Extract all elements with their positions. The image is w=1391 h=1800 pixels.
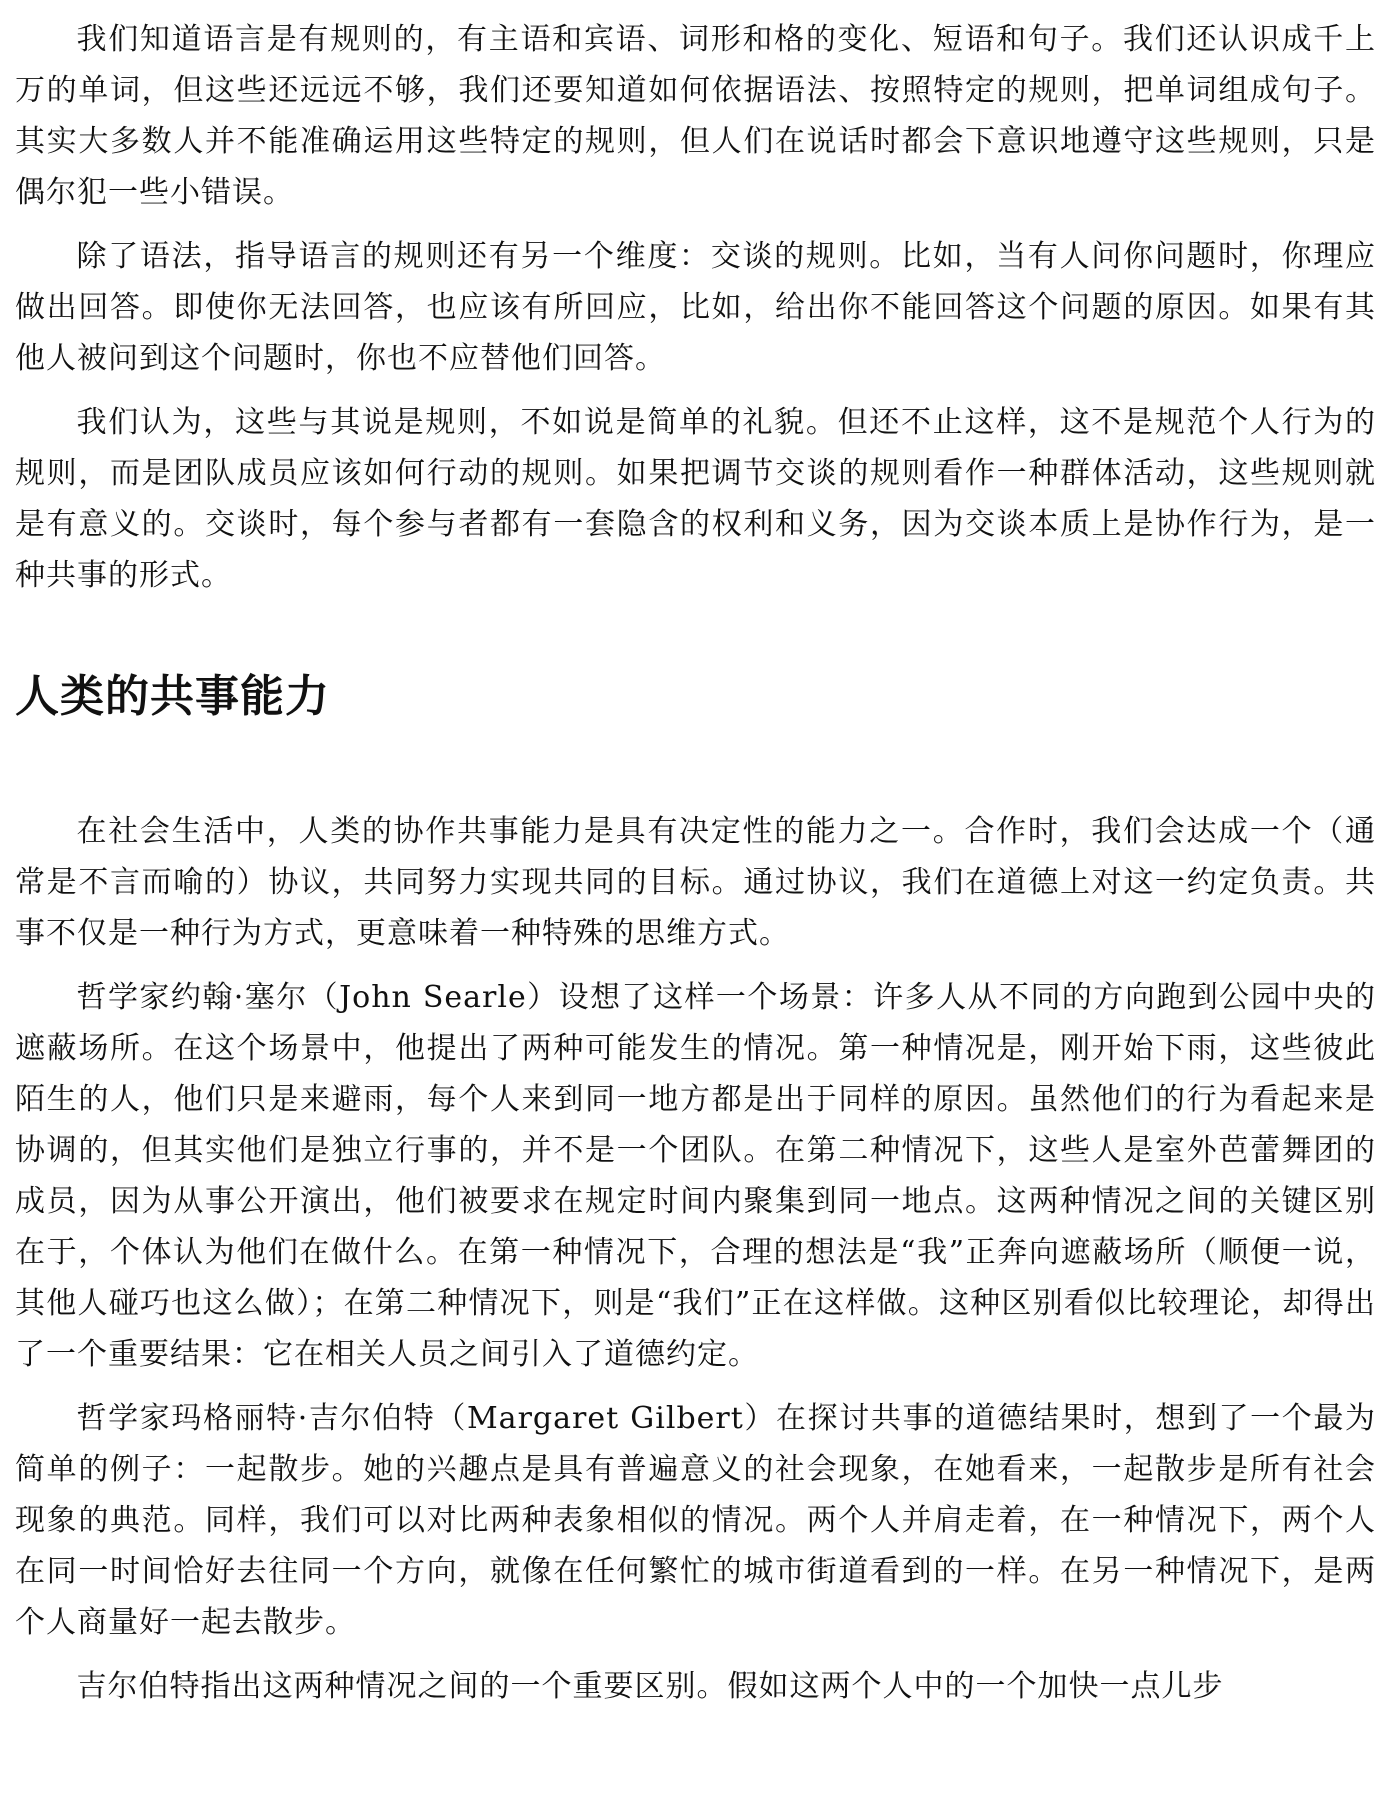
section-heading: 人类的共事能力 <box>15 671 330 722</box>
paragraph: 哲学家约翰·塞尔（John Searle）设想了这样一个场景：许多人从不同的方向跑到公园中央的遮蔽场所。在这个场景中，他提出了两种可能发生的情况。第一种情况是，刚开始下雨，这些彼此陌生的人，他们只是来避雨，每个人来到同一地方都是出于同样的原因。虽然他们的行为看起来是协调的，但其实他们是独立行事的，并不是一个团队。在第二种情况下，这些人是室外芭蕾舞团的成员，因为从事公开演出，他们被要求在规定时间内聚集到同一地点。这两种情况之间的关键区别在于，个体认为他们在做什么。在第一种情况下，合理的想法是“我”正奔向遮蔽场所（顺便一说，其他人碰巧也这么做）；在第二种情况下，则是“我们”正在这样做。这种区别看似比较理论，却得出了一个重要结果：它在相关人员之间引入了道德约定。 <box>15 980 1376 1372</box>
paragraph: 哲学家玛格丽特·吉尔伯特（Margaret Gilbert）在探讨共事的道德结果时，想到了一个最为简单的例子：一起散步。她的兴趣点是具有普遍意义的社会现象，在她看来，一起散步是所有社会现象的典范。同样，我们可以对比两种表象相似的情况。两个人并肩走着，在一种情况下，两个人在同一时间恰好去往同一个方向，就像在任何繁忙的城市街道看到的一样。在另一种情况下，是两个人商量好一起去散步。 <box>15 1401 1376 1640</box>
paragraph: 我们认为，这些与其说是规则，不如说是简单的礼貌。但还不止这样，这不是规范个人行为的规则，而是团队成员应该如何行动的规则。如果把调节交谈的规则看作一种群体活动，这些规则就是有意义的。交谈时，每个参与者都有一套隐含的权利和义务，因为交谈本质上是协作行为，是一种共事的形式。 <box>15 405 1376 593</box>
paragraph: 我们知道语言是有规则的，有主语和宾语、词形和格的变化、短语和句子。我们还认识成千上万的单词，但这些还远远不够，我们还要知道如何依据语法、按照特定的规则，把单词组成句子。其实大多数人并不能准确运用这些特定的规则，但人们在说话时都会下意识地遵守这些规则，只是偶尔犯一些小错误。 <box>15 22 1376 210</box>
paragraph: 除了语法，指导语言的规则还有另一个维度：交谈的规则。比如，当有人问你问题时，你理应做出回答。即使你无法回答，也应该有所回应，比如，给出你不能回答这个问题的原因。如果有其他人被问到这个问题时，你也不应替他们回答。 <box>15 239 1376 376</box>
paragraph: 在社会生活中，人类的协作共事能力是具有决定性的能力之一。合作时，我们会达成一个（通常是不言而喻的）协议，共同努力实现共同的目标。通过协议，我们在道德上对这一约定负责。共事不仅是一种行为方式，更意味着一种特殊的思维方式。 <box>15 814 1376 951</box>
paragraph: 吉尔伯特指出这两种情况之间的一个重要区别。假如这两个人中的一个加快一点儿步 <box>76 1669 1224 1704</box>
